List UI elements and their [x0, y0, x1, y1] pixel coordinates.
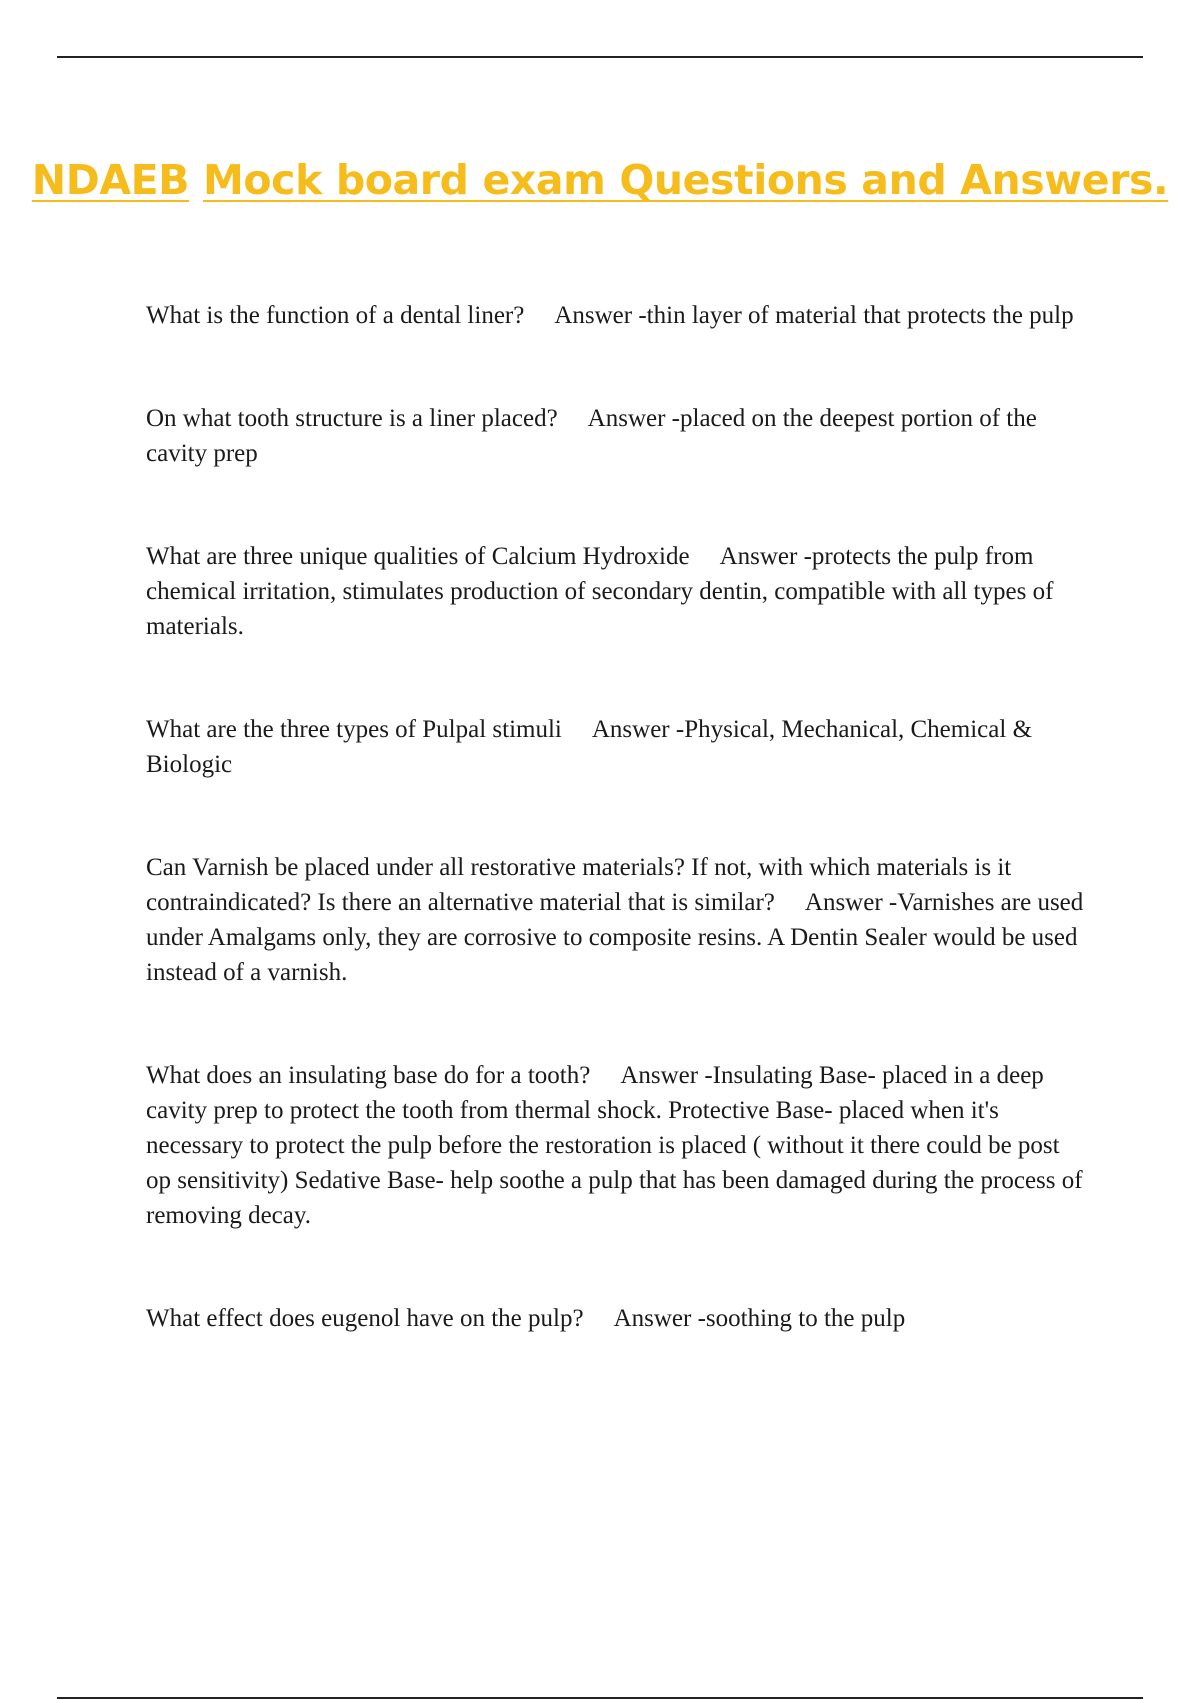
qa-item	[146, 539, 1086, 644]
answer-text: Answer -Physical, Mechanical, Chemical & Biologic	[146, 716, 1033, 778]
bottom-rule	[57, 1697, 1143, 1699]
question-text: What are three unique qualities of Calcium Hydroxide	[146, 543, 690, 570]
qa-item	[146, 401, 1086, 471]
answer-text: Answer -soothing to the pulp	[613, 1305, 906, 1332]
top-rule	[57, 56, 1143, 58]
title-part-main: Mock board exam Questions and Answers.	[203, 156, 1169, 204]
qa-list	[146, 298, 1086, 1404]
question-text: On what tooth structure is a liner placed?	[146, 405, 558, 432]
answer-text: Answer -thin layer of material that protects the pulp	[554, 302, 1074, 329]
qa-item	[146, 712, 1086, 782]
question-text: What effect does eugenol have on the pulp?	[146, 1305, 584, 1332]
question-text: What is the function of a dental liner?	[146, 302, 525, 329]
question-text: What are the three types of Pulpal stimuli	[146, 716, 562, 743]
question-text: Can Varnish be placed under all restorative materials? If not, with which materials is it contraindicated? Is there an alternative material that is similar?	[146, 854, 1012, 916]
answer-text: Answer -placed on the deepest portion of the cavity prep	[146, 405, 1037, 467]
question-text: What does an insulating base do for a tooth?	[146, 1062, 591, 1089]
answer-text: Answer -Varnishes are used under Amalgams only, they are corrosive to composite resins. A Dentin Sealer would be used instead of a varnish.	[146, 889, 1084, 986]
answer-text: Answer -protects the pulp from chemical irritation, stimulates production of secondary dentin, compatible with all types of materials.	[146, 543, 1054, 640]
page-title	[0, 146, 1200, 214]
qa-item	[146, 1301, 1086, 1336]
qa-item	[146, 850, 1086, 990]
answer-text: Answer -Insulating Base- placed in a deep cavity prep to protect the tooth from thermal shock. Protective Base- placed when it's necessary to protect the pulp before the restoration is placed ( without it there could be post op sensitivity) Sedative Base- help soothe a pulp that has been damaged during the process of removing decay.	[146, 1062, 1083, 1229]
qa-item	[146, 1058, 1086, 1233]
qa-item	[146, 298, 1086, 333]
title-part-ndaeb: NDAEB	[31, 156, 190, 204]
